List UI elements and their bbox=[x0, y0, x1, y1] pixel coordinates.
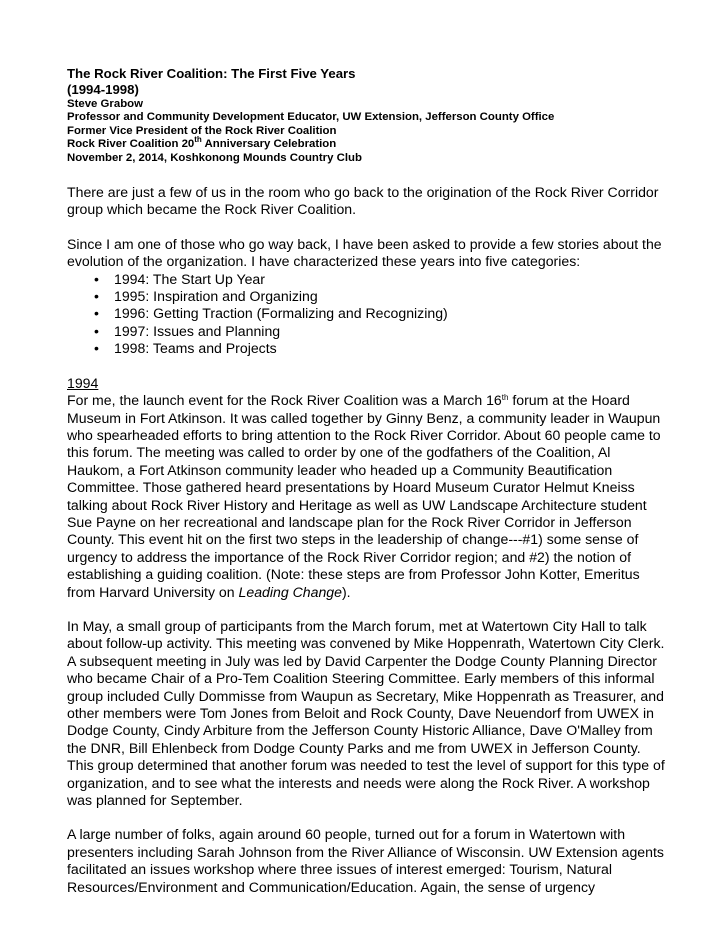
document-body bbox=[67, 184, 667, 896]
list-item: • 1996: Getting Traction (Formalizing and Recognizing) bbox=[94, 305, 667, 322]
list-item: • 1998: Teams and Projects bbox=[94, 340, 667, 357]
section-heading-1994: 1994 bbox=[67, 374, 99, 391]
author-former-role: Former Vice President of the Rock River Coalition bbox=[67, 124, 337, 137]
intro-paragraph-1: There are just a few of us in the room who go back to the origination of the Rock River Corridor group which became the Rock River Coalition. bbox=[67, 184, 659, 218]
list-item: • 1994: The Start Up Year bbox=[94, 271, 667, 288]
event-date-place: November 2, 2014, Koshkonong Mounds Country Club bbox=[67, 151, 362, 164]
list-item: • 1995: Inspiration and Organizing bbox=[94, 288, 667, 305]
section-1994-paragraph-3: A large number of folks, again around 60 people, turned out for a forum in Watertown with presenters including Sarah Johnson from the River Alliance of Wisconsin. UW Extension agents facilitated an issues workshop where three issues of interest emerged: Tourism, Natural Resources/Environment and Communication/Education. Again, the sense of urgency bbox=[67, 826, 664, 895]
categories-list bbox=[67, 271, 667, 358]
document-page bbox=[67, 66, 667, 896]
author-name: Steve Grabow bbox=[67, 98, 143, 110]
author-role: Professor and Community Development Educator, UW Extension, Jefferson County Office bbox=[67, 111, 555, 124]
document-header bbox=[67, 66, 667, 165]
document-title: The Rock River Coalition: The First Five Years bbox=[67, 66, 356, 81]
list-item: • 1997: Issues and Planning bbox=[94, 323, 667, 340]
event-name: Rock River Coalition 20th Anniversary Celebration bbox=[67, 135, 337, 151]
document-years: (1994-1998) bbox=[67, 82, 139, 97]
section-1994-paragraph-2: In May, a small group of participants from the March forum, met at Watertown City Hall to talk about follow-up activity. This meeting was convened by Mike Hoppenrath, Watertown City Clerk. A subsequent meeting in July was led by David Carpenter the Dodge County Planning Director who became Chair of a Pro-Tem Coalition Steering Committee. Early members of this informal group included Cully Dommisse from Waupun as Secretary, Mike Hoppenrath as Treasurer, and other members were Tom Jones from Beloit and Rock County, Dave Neuendorf from UWEX in Dodge County, Cindy Arbiture from the Jefferson County Historic Alliance, Dave O'Malley from the DNR, Bill Ehlenbeck from Dodge County Parks and me from UWEX in Jefferson County. This group determined that another forum was needed to test the level of support for this type of organization, and to see what the interests and needs were along the Rock River. A workshop was planned for September. bbox=[67, 617, 665, 809]
book-title: Leading Change bbox=[238, 583, 342, 600]
intro-paragraph-2: Since I am one of those who go way back, I have been asked to provide a few stories about the evolution of the organization. I have characterized these years into five categories: bbox=[67, 235, 662, 270]
section-1994-paragraph-1: 1994 For me, the launch event for the Rock River Coalition was a March 16th forum at the Hoard Museum in Fort Atkinson. It was called together by Ginny Benz, a community leader in Waupun who spearheaded efforts to bring attention to the Rock River Corridor. About 60 people came to this forum. The meeting was called to order by one of the godfathers of the Coalition, Al Haukom, a Fort Atkinson community leader who headed up a Community Beautification Committee. Those gathered heard presentations by Hoard Museum Curator Helmut Kneiss talking about Rock River History and Heritage as well as UW Landscape Architecture student Sue Payne on her recreational and landscape plan for the Rock River Corridor in Jefferson County. This event hit on the first two steps in the leadership of change---#1) some sense of urgency to address the importance of the Rock River Corridor region; and #2) the notion of establishing a guiding coalition. (Note: these steps are from Professor John Kotter, Emeritus from Harvard University on Leading Change). bbox=[67, 375, 667, 601]
